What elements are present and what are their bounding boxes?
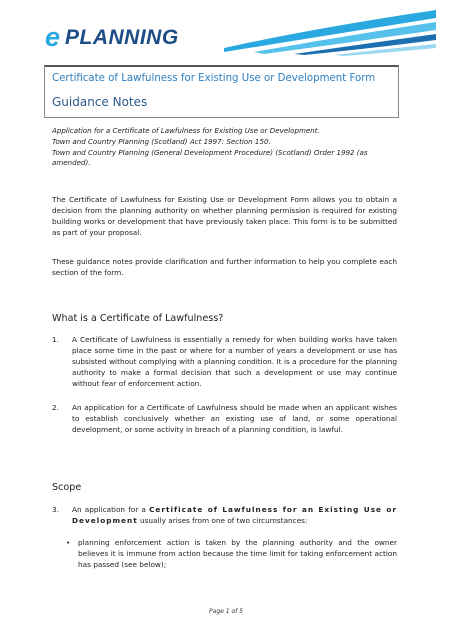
bullet-item: [66, 538, 397, 571]
document-title: Certificate of Lawfulness for Existing Use or Development Form: [52, 73, 376, 84]
section-heading: What is a Certificate of Lawfulness?: [52, 313, 224, 324]
item-number: 2.: [52, 403, 59, 412]
item-number: 3.: [52, 505, 59, 514]
logo-e: e: [45, 22, 61, 52]
page-footer: Page 1 of 5: [209, 608, 243, 615]
reference-line: Application for a Certificate of Lawfulness for Existing Use or Development.: [52, 126, 320, 135]
intro-paragraph: The Certificate of Lawfulness for Existing Use or Development Form allows you to obtain a decision from the planning authority on whether planning permission is required for existing building works or development that have previously taken place. This form is to be submitted as part of your proposal.: [52, 195, 397, 237]
intro-paragraph: These guidance notes provide clarification and further information to help you complete each section of the form.: [52, 257, 397, 277]
bold-phrase: Certificate of Lawfulness for an Existing Use or Development: [72, 505, 397, 525]
document-subtitle: Guidance Notes: [52, 95, 148, 109]
bullet-dot: •: [66, 538, 71, 547]
reference-line: Town and Country Planning (Scotland) Act 1997: Section 150.: [52, 136, 271, 146]
item-text: An application for a Certificate of Lawfulness for an Existing Use or Development usually arises from one of two circumstances:: [72, 505, 397, 525]
section-heading: Scope: [52, 482, 82, 493]
bullet-text: planning enforcement action is taken by the planning authority and the owner believes it is immune from action because the time limit for taking enforcement action has passed (see below);: [78, 538, 397, 569]
logo-wordmark: PLANNING: [65, 26, 179, 49]
item-text: A Certificate of Lawfulness is essentially a remedy for when building works have taken place some time in the past or where for a number of years a development or use has subsisted without complying with a planning condition. It is a procedure for the planning authority to make a formal decision that such a development or use may continue without fear of enforcement action.: [72, 335, 397, 388]
item-number: 1.: [52, 335, 59, 344]
title-box: [44, 65, 399, 118]
item-text: An application for a Certificate of Lawfulness should be made when an applicant wishes to establish conclusively whether an existing use of land, or some operational development, or some activity in breach of a planning condition, is lawful.: [72, 403, 397, 434]
reference-line: Town and Country Planning (General Development Procedure) (Scotland) Order 1992 (as amended).: [52, 147, 368, 168]
logo-swoosh-graphic: [224, 8, 436, 56]
legislation-references: [52, 126, 397, 169]
